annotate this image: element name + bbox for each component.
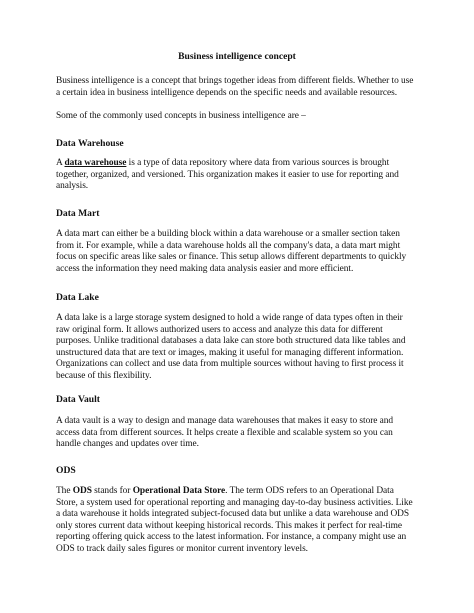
- ods-line: ODS to track daily sales figures or monitor current inventory levels.: [56, 543, 308, 554]
- data-mart-paragraph: [56, 229, 422, 275]
- data-lake-line: because of this flexibility.: [56, 370, 152, 381]
- data-lake-paragraph: [56, 313, 422, 383]
- data-warehouse-line: [56, 158, 422, 170]
- data-vault-heading: Data Vault: [56, 394, 100, 405]
- data-vault-line: A data vault is a way to design and manage data warehouses that makes it easy to store and: [56, 416, 394, 426]
- document-title: Business intelligence concept: [178, 51, 296, 62]
- data-mart-line: from it. For example, while a data warehouse holds all the company's data, a data mart might: [56, 240, 401, 251]
- ods-line-part: The: [56, 486, 73, 496]
- data-lake-line: purposes. Unlike traditional databases a data lake can store both structured data like tables and: [56, 336, 406, 347]
- data-lake-line: A data lake is a large storage system designed to hold a wide range of data types often in their: [56, 313, 403, 323]
- data-lake-line: raw original form. It allows authorized users to access and analyze this data for different: [56, 324, 383, 335]
- data-vault-paragraph: [56, 416, 422, 451]
- data-warehouse-paragraph: [56, 158, 422, 193]
- data-vault-line: access data from different sources. It helps create a flexible and scalable system so you can: [56, 427, 393, 438]
- ods-line: reporting offering quick access to the latest information. For instance, a company might use an: [56, 532, 407, 543]
- ods-line: [56, 486, 422, 498]
- ods-line-part: stands for: [91, 486, 133, 496]
- data-lake-line: unstructured data that are text or images, making it useful for managing different information.: [56, 347, 404, 358]
- data-mart-heading: Data Mart: [56, 208, 100, 219]
- concepts-intro-line: Some of the commonly used concepts in business intelligence are –: [56, 111, 306, 121]
- intro-line: a certain idea in business intelligence depends on the specific needs and available resources.: [56, 87, 397, 98]
- concepts-intro-paragraph: [56, 111, 422, 123]
- data-vault-line: handle changes and updates over time.: [56, 439, 199, 450]
- ods-heading: ODS: [56, 465, 76, 476]
- ods-paragraph: [56, 486, 422, 556]
- data-warehouse-line: analysis.: [56, 181, 89, 192]
- intro-paragraph: [56, 76, 422, 99]
- data-mart-line: access the information they need making data analysis easier and more efficient.: [56, 263, 354, 274]
- ods-line: a data warehouse it holds integrated subject-focused data but unlike a data warehouse and ODS: [56, 509, 410, 520]
- ods-abbreviation: ODS: [72, 486, 92, 496]
- data-mart-line: A data mart can either be a building block within a data warehouse or a smaller section taken: [56, 229, 400, 239]
- ods-full-name: Operational Data Store: [132, 486, 226, 496]
- data-lake-heading: Data Lake: [56, 292, 99, 303]
- data-warehouse-line: together, organized, and versioned. This organization makes it easier to use for reporting and: [56, 169, 399, 180]
- ods-line: Store, a system used for operational reporting and managing day-to-day business activities. Like: [56, 497, 413, 508]
- data-lake-line: Organizations can collect and use data from multiple sources without having to first process it: [56, 359, 404, 370]
- intro-line: Business intelligence is a concept that brings together ideas from different fields. Whether to use: [56, 76, 414, 86]
- ods-line-part: . The term ODS refers to an Operational Data: [225, 486, 394, 496]
- data-warehouse-line-prefix: A: [56, 158, 65, 168]
- data-warehouse-heading: Data Warehouse: [56, 138, 124, 149]
- data-warehouse-term: data warehouse: [64, 158, 127, 168]
- data-mart-line: focus on specific areas like sales or finance. This setup allows different departments to quickly: [56, 252, 407, 263]
- data-warehouse-line-suffix: is a type of data repository where data from various sources is brought: [126, 158, 390, 168]
- ods-line: only stores current data without keeping historical records. This makes it perfect for real-time: [56, 520, 402, 531]
